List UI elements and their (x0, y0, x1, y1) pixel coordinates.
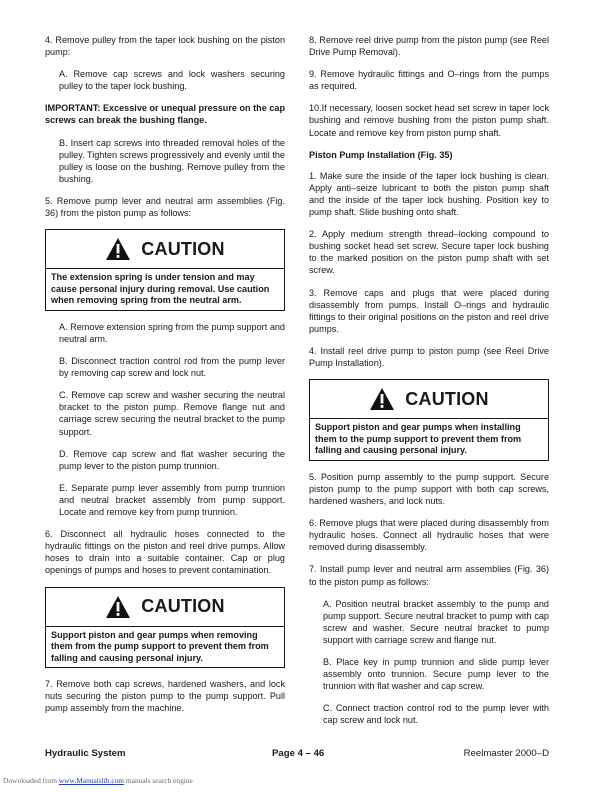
caution-message: Support piston and gear pumps when installing them to the pump support to prevent them from falling and causing personal injury. (315, 422, 522, 456)
step-5a: A. Remove extension spring from the pump support and neutral arm. (59, 321, 285, 344)
step-5c: C. Remove cap screw and washer securing the neutral bracket to the piston pump. Remove flange nut and carriage screw securing the neutral bracket to the pump support. (59, 390, 285, 437)
caution-header (310, 380, 548, 419)
step-9: 9. Remove hydraulic fittings and O–rings from the pumps as required. (309, 69, 549, 92)
footer-section-title: Hydraulic System (45, 748, 126, 759)
caution-box-spring (45, 229, 285, 311)
caution-label: CAUTION (141, 239, 225, 260)
install-step-5: 5. Position pump assembly to the pump support. Secure piston pump to the pump support with both cap screws, hardened washers, and lock nuts. (309, 471, 549, 507)
step-4: 4. Remove pulley from the taper lock bushing on the piston pump: (45, 35, 285, 58)
important-note: IMPORTANT: Excessive or unequal pressure on the cap screws can break the bushing flange. (45, 103, 285, 126)
install-step-2: 2. Apply medium strength thread–locking compound to bushing socket head set screw. Secure taper lock bushing to the marked position on the piston pump shaft with set screw. (309, 229, 549, 276)
left-column (45, 34, 285, 725)
warning-triangle-icon (105, 237, 131, 261)
footer-page-number: Page 4 – 46 (272, 748, 325, 759)
step-5: 5. Remove pump lever and neutral arm assemblies (Fig. 36) from the piston pump as follows: (45, 195, 285, 219)
install-step-7c: C. Connect traction control rod to the pump lever with cap screw and lock nut. (323, 703, 549, 726)
install-step-1: 1. Make sure the inside of the taper lock bushing is clean. Apply anti–seize lubricant to both the piston pump shaft and the inside of the taper lock bushing. Position key to pump shaft. Slide bushing onto shaft. (309, 170, 549, 218)
warning-triangle-icon (105, 595, 131, 619)
caution-header (46, 230, 284, 269)
caution-box-installing (309, 379, 549, 461)
step-5d: D. Remove cap screw and flat washer securing the pump lever to the piston pump trunnion. (59, 448, 285, 471)
install-step-7: 7. Install pump lever and neutral arm assemblies (Fig. 36) to the piston pump as follows: (309, 564, 549, 587)
caution-message: The extension spring is under tension and may cause personal injury during removal. Use caution when removing spring from the neutral arm. (51, 272, 270, 306)
download-suffix: manuals search engine (125, 776, 193, 785)
step-5b: B. Disconnect traction control rod from the pump lever by removing cap screw and lock nut. (59, 356, 285, 379)
section-heading: Piston Pump Installation (Fig. 35) (309, 149, 453, 160)
download-prefix: Downloaded from (3, 776, 57, 785)
step-5e: E. Separate pump lever assembly from pump trunnion and neutral bracket assembly from pump support. Locate and remove key from pump trunnion. (59, 482, 285, 518)
install-step-3: 3. Remove caps and plugs that were placed during disassembly from pumps. Install O–rings and hydraulic fittings to their original positions on the piston and reel drive pumps. (309, 287, 549, 334)
caution-header (46, 588, 284, 627)
install-step-6: 6. Remove plugs that were placed during disassembly from hydraulic hoses. Connect all hydraulic hoses that were removed during disassembly. (309, 518, 549, 553)
step-4a: A. Remove cap screws and lock washers securing pulley to the taper lock bushing. (59, 69, 285, 92)
warning-triangle-icon (369, 387, 395, 411)
install-step-4: 4. Install reel drive pump to piston pump (see Reel Drive Pump Installation). (309, 345, 549, 368)
right-column (309, 34, 549, 736)
manualslib-link[interactable]: www.Manualslib.com (58, 776, 125, 785)
step-7: 7. Remove both cap screws, hardened washers, and lock nuts securing the piston pump to the pump support. Pull pump assembly from the machine. (45, 679, 285, 714)
download-notice (3, 776, 193, 785)
step-6: 6. Disconnect all hydraulic hoses connected to the hydraulic fittings on the piston and reel drive pumps. Allow hoses to drain into a suitable container. Cap or plug openings of pumps and hoses to prevent contamination. (45, 529, 285, 576)
footer-model-name: Reelmaster 2000–D (463, 748, 549, 759)
step-4b: B. Insert cap screws into threaded removal holes of the pulley. Tighten screws progressively and evenly until the pulley is loose on the bushing. Remove pulley from the bushing. (59, 137, 285, 184)
step-8: 8. Remove reel drive pump from the piston pump (see Reel Drive Pump Removal). (309, 35, 549, 58)
install-step-7b: B. Place key in pump trunnion and slide pump lever assembly onto trunnion. Secure pump lever to the trunnion with flat washer and cap screw. (323, 656, 549, 692)
caution-box-removing (45, 587, 285, 669)
caution-message: Support piston and gear pumps when removing them from the pump support to prevent them from falling and causing personal injury. (51, 629, 269, 663)
step-10: 10.If necessary, loosen socket head set screw in taper lock bushing and remove bushing from the piston pump shaft. Locate and remove key from piston pump shaft. (309, 103, 549, 138)
caution-label: CAUTION (141, 596, 225, 617)
install-step-7a: A. Position neutral bracket assembly to the pump and pump support. Secure neutral bracket to pump with cap screw and washer. Secure neutral bracket to pump support with carriage screw and flange nut. (323, 598, 549, 645)
caution-label: CAUTION (405, 389, 489, 410)
